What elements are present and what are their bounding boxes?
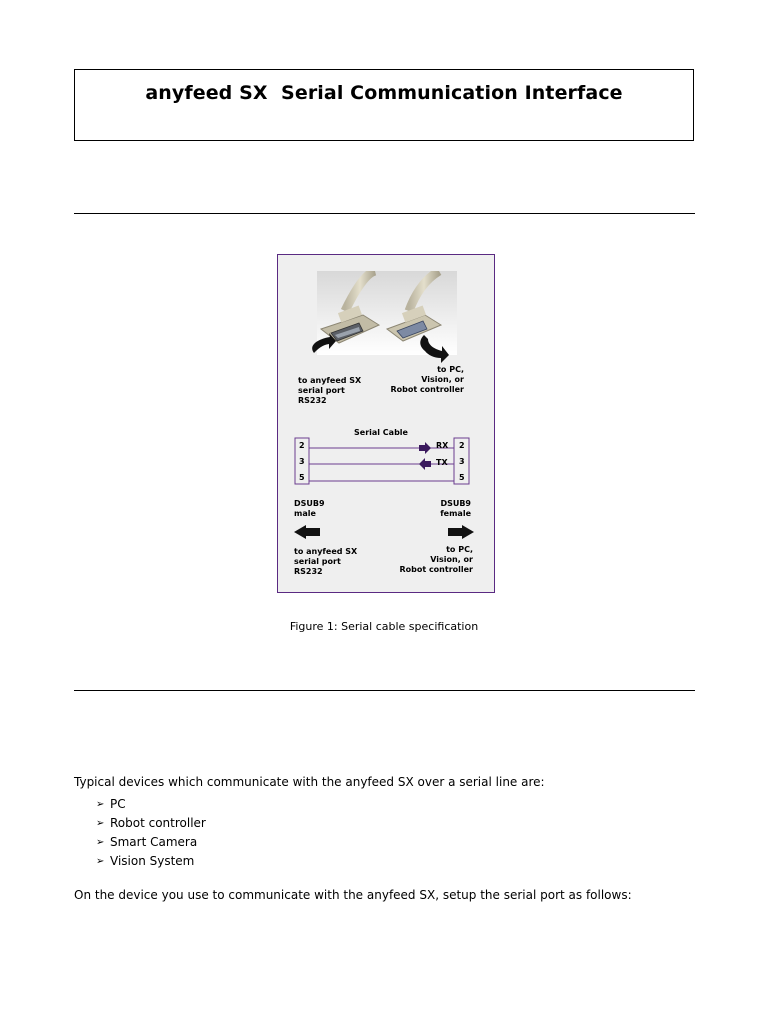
label-serial-cable: Serial Cable xyxy=(354,428,408,437)
setup-paragraph: On the device you use to communicate with the anyfeed SX, setup the serial port as follows: xyxy=(74,888,632,902)
bullet-arrow-icon: ➢ xyxy=(96,799,105,810)
tx-label: TX xyxy=(436,458,448,467)
arrow-left-bottom-icon xyxy=(294,525,320,539)
arrow-right-photo-icon xyxy=(420,335,449,363)
arrow-right-bottom-icon xyxy=(448,525,474,539)
label-to-pc-top: to PC, Vision, or Robot controller xyxy=(390,365,464,394)
horizontal-rule xyxy=(74,690,695,691)
pin-right-5: 5 xyxy=(459,473,465,482)
bullet-arrow-icon: ➢ xyxy=(96,837,105,848)
pin-left-5: 5 xyxy=(299,473,305,482)
pin-right-2: 2 xyxy=(459,441,465,450)
bullet-arrow-icon: ➢ xyxy=(96,818,105,829)
dsub9-male-label: DSUB9 male xyxy=(294,499,325,518)
bullet-arrow-icon: ➢ xyxy=(96,856,105,867)
pin-right-3: 3 xyxy=(459,457,465,466)
intro-paragraph: Typical devices which communicate with the anyfeed SX over a serial line are: xyxy=(74,775,545,789)
label-to-pc-bottom: to PC, Vision, or Robot controller xyxy=(399,545,473,574)
label-to-anyfeed-bottom: to anyfeed SX serial port RS232 xyxy=(294,547,358,576)
page-title: anyfeed SX Serial Communication Interface xyxy=(145,82,623,104)
figure-caption: Figure 1: Serial cable specification xyxy=(289,620,479,633)
arrow-left-photo-icon xyxy=(312,333,336,353)
tx-arrow-icon xyxy=(419,458,431,470)
list-item: ➢ Vision System xyxy=(96,854,206,873)
title-box xyxy=(74,69,694,141)
wiring-diagram xyxy=(278,255,496,594)
dsub9-female-label: DSUB9 female xyxy=(440,499,471,518)
rx-label: RX xyxy=(436,441,449,450)
list-item: ➢ PC xyxy=(96,797,206,816)
device-list xyxy=(96,797,206,873)
horizontal-rule xyxy=(74,213,695,214)
rx-arrow-icon xyxy=(419,442,431,454)
serial-cable-figure xyxy=(277,254,495,593)
list-item: ➢ Robot controller xyxy=(96,816,206,835)
pin-left-3: 3 xyxy=(299,457,305,466)
list-item: ➢ Smart Camera xyxy=(96,835,206,854)
pin-left-2: 2 xyxy=(299,441,305,450)
label-to-anyfeed-top: to anyfeed SX serial port RS232 xyxy=(298,376,362,405)
